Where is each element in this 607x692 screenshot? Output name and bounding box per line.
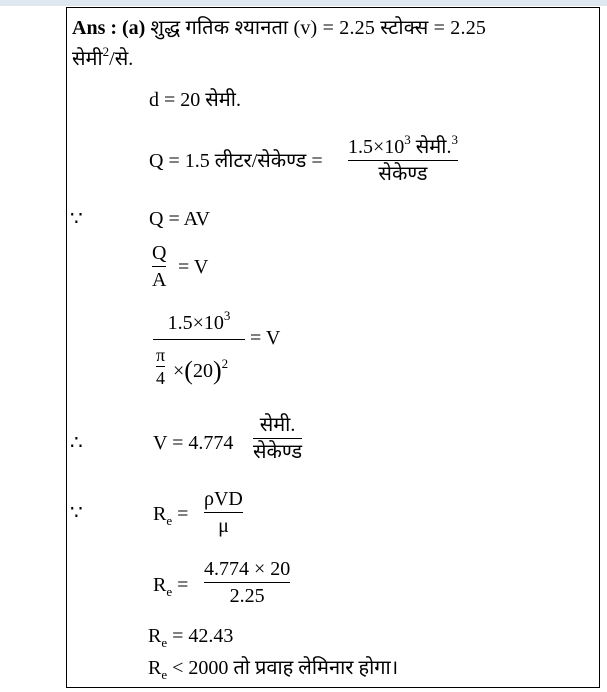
e-subscript: e <box>166 513 173 528</box>
velocity-fraction <box>153 308 245 340</box>
conclusion-line <box>148 657 399 682</box>
velocity-unit-fraction <box>253 413 302 464</box>
equals-v-2: = V <box>250 327 281 349</box>
viscosity-unit-line <box>72 44 134 70</box>
reynolds-value <box>148 625 234 650</box>
times-sign: × <box>173 360 185 382</box>
unit-text-2: /से. <box>109 48 134 70</box>
rho-v-d: ρVD <box>204 488 243 510</box>
close-paren: ) <box>212 356 222 385</box>
r-symbol: R <box>148 657 162 679</box>
therefore-symbol: ∴ <box>70 432 83 454</box>
num-sup: 3 <box>404 132 411 147</box>
fraction-bar <box>253 438 302 439</box>
mu: μ <box>218 515 229 537</box>
flow-rate-numerator <box>348 132 458 159</box>
answer-box <box>66 7 600 688</box>
unit-sup: 2 <box>102 44 110 59</box>
viscosity-statement: शुद्ध गतिक श्यानता (v) = 2.25 स्टोक्स = 2.25 <box>150 17 487 39</box>
r-symbol: R <box>153 503 167 525</box>
denominator-rest <box>173 356 229 385</box>
fraction-bar <box>204 512 243 513</box>
because-symbol-2: ∵ <box>70 502 83 524</box>
continuity-equation: Q = AV <box>149 208 210 230</box>
fraction-bar <box>153 339 245 340</box>
flow-rate-denominator: सेकेण्ड <box>378 163 428 185</box>
four: 4 <box>156 368 166 388</box>
twenty: 20 <box>192 360 213 382</box>
diameter-line: d = 20 सेमी. <box>149 89 241 111</box>
r-symbol: R <box>153 574 167 596</box>
e-subscript: e <box>166 584 173 599</box>
reynolds-formula-fraction <box>204 487 243 538</box>
unit-denominator: सेकेण्ड <box>253 441 303 463</box>
num-unit-sup: 3 <box>451 132 458 147</box>
num-part: 1.5×10 <box>348 136 405 158</box>
conclusion-text: < 2000 तो प्रवाह लेमिनार होगा। <box>172 657 399 679</box>
e-subscript: e <box>161 635 168 650</box>
pi-symbol: π <box>156 345 166 365</box>
flow-rate-lhs: Q = 1.5 लीटर/सेकेण्ड = <box>149 150 323 172</box>
because-symbol: ∵ <box>70 208 83 230</box>
q-numerator: Q <box>152 242 167 264</box>
fraction-bar <box>348 160 458 161</box>
num-sup: 3 <box>223 308 231 323</box>
reynolds-calc-lhs <box>153 574 189 599</box>
reynolds-calc-fraction <box>204 557 290 608</box>
fraction-bar <box>152 266 166 267</box>
a-denominator: A <box>152 269 167 291</box>
equals-v: = V <box>178 256 209 278</box>
unit-numerator: सेमी. <box>259 414 296 436</box>
r-symbol: R <box>148 625 162 647</box>
fraction-bar <box>156 366 165 367</box>
num-unit: सेमी. <box>410 136 452 158</box>
equals: = <box>177 503 189 525</box>
e-subscript: e <box>161 667 168 682</box>
calc-denominator: 2.25 <box>229 585 265 607</box>
q-over-a-fraction <box>152 241 166 292</box>
num-part: 1.5×10 <box>167 312 224 334</box>
equals: = <box>177 574 189 596</box>
flow-rate-fraction <box>348 132 458 186</box>
fraction-bar <box>204 582 290 583</box>
square-sup: 2 <box>221 356 229 371</box>
open-paren: ( <box>184 356 193 385</box>
top-bar <box>0 0 607 6</box>
reynolds-formula-lhs <box>153 503 189 528</box>
answer-label: Ans : (a) <box>72 17 146 39</box>
unit-text: सेमी <box>72 48 103 70</box>
value-text: = 42.43 <box>172 625 234 647</box>
velocity-numerator <box>153 308 245 334</box>
calc-numerator: 4.774 × 20 <box>204 558 291 580</box>
velocity-value: V = 4.774 <box>153 432 234 454</box>
answer-heading <box>72 17 486 39</box>
pi-over-four <box>156 345 165 388</box>
